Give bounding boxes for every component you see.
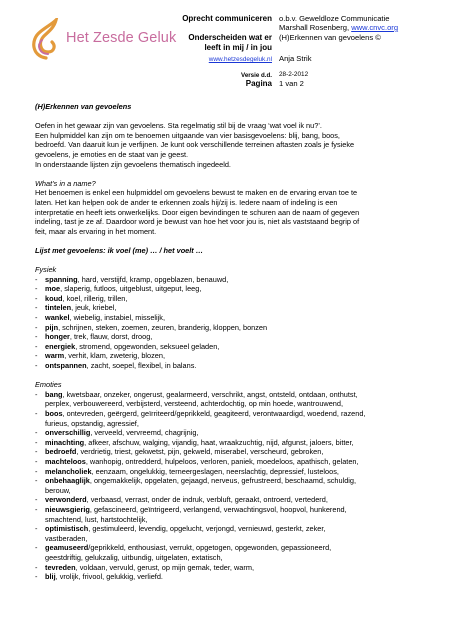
list-item: [35, 361, 447, 371]
name-paragraph-line: laten. Het kan helpen ook de ander te erkennen zoals hij/zij is. Iedere naam of indeling is een: [35, 197, 338, 207]
bullet-dash: -: [35, 341, 38, 351]
pagina-value: 1 van 2: [279, 79, 304, 88]
list-item: [35, 476, 447, 495]
list-item: [35, 332, 447, 342]
feeling-keyword: honger: [45, 332, 70, 342]
feeling-keyword: energiek: [45, 341, 76, 351]
list-item-text: honger, trek, flauw, dorst, droog,: [45, 332, 153, 342]
doc-title: (H)Erkennen van gevoelens: [35, 102, 132, 111]
bullet-dash: -: [35, 504, 38, 514]
pagina-label: Pagina: [245, 79, 272, 88]
list-item-text: nieuwsgierig, gefascineerd, geïntrigeerd, verlangend, verwachtingsvol, hoopvol, hunkerend, smachtend, lust, hartstochtelijk,: [45, 504, 347, 524]
bullet-dash: -: [35, 456, 38, 466]
bullet-dash: -: [35, 284, 38, 294]
bullet-dash: -: [35, 332, 38, 342]
name-paragraph-line: Het benoemen is enkel een hulpmiddel om gevoelens bewust te maken en de ervaring ervan toe te: [35, 188, 358, 198]
list-item: [35, 457, 447, 467]
bullet-dash: -: [35, 361, 38, 371]
list-item-text: blij, vrolijk, frivool, gelukkig, verliefd.: [45, 572, 163, 582]
header-writer: Anja Strik: [279, 54, 312, 63]
list-item-text: onverschillig, verveeld, vervreemd, chagrijnig,: [45, 428, 199, 438]
feeling-keyword: wankel: [45, 313, 70, 323]
bullet-dash: -: [35, 466, 38, 476]
bullet-dash: -: [35, 437, 38, 447]
list-item-text: tevreden, voldaan, vervuld, gerust, op mijn gemak, teder, warm,: [45, 562, 254, 572]
feeling-keyword: geamuseerd: [45, 543, 89, 553]
feeling-keyword: onverschillig: [45, 428, 91, 438]
list-item: [35, 303, 447, 313]
feeling-keyword: pijn: [45, 322, 59, 332]
feeling-keyword: ontspannen: [45, 361, 87, 371]
bullet-dash: -: [35, 495, 38, 505]
header-title: Oprecht communiceren: [182, 14, 272, 23]
bullet-dash: -: [35, 313, 38, 323]
list-item: [35, 572, 447, 582]
bullet-dash: -: [35, 322, 38, 332]
section-title-name: What’s in a name?: [35, 178, 96, 188]
list-item: [35, 390, 447, 409]
list-item-text: geamuseerd/geprikkeld, enthousiast, verrukt, opgetogen, opgewonden, gepassioneerd, geestdriftig, gelukzalig, uitbundig, uitgelaten, extatisch,: [45, 543, 332, 562]
emoties-title: Emoties: [35, 380, 62, 390]
intro-line: bedroefd. Van daaruit kun je verfijnen. Je kunt ook verschillende terreinen aftasten zoals je fysieke: [35, 140, 355, 150]
name-paragraph: [35, 188, 447, 236]
versie-label: Versie d.d.: [241, 72, 272, 79]
name-paragraph-line: feit, maar als ervaring in het moment.: [35, 226, 157, 236]
feeling-keyword: spanning: [45, 274, 78, 284]
bullet-dash: -: [35, 409, 38, 418]
list-item: [35, 351, 447, 361]
intro-line: Oefen in het gewaar zijn van gevoelens. Sta regelmatig stil bij de vraag ‘wat voel ik nu?’.: [35, 121, 322, 131]
list-item-text: boos, ontevreden, geërgerd, geïrriteerd/geprikkeld, geagiteerd, verontwaardigd, woedend, razend, furieus, opstandig, agressief,: [45, 409, 366, 428]
feeling-keyword: bedroefd: [45, 447, 77, 457]
feeling-keyword: warm: [45, 351, 65, 361]
feeling-keyword: blij: [45, 572, 56, 582]
header-subtitle-1: Onderscheiden wat er: [188, 33, 272, 42]
document-body: [35, 102, 447, 582]
list-item: [35, 563, 447, 573]
intro-line: Een hulpmiddel kan zijn om te benoemen uitgaande van vier basisgevoelens: blij, bang, boos,: [35, 130, 340, 140]
bullet-dash: -: [35, 274, 38, 284]
intro-line: gevoelens, je emoties en de staat van je geest.: [35, 149, 189, 159]
bullet-dash: -: [35, 562, 38, 572]
emoties-list: [35, 390, 447, 582]
intro-paragraph: [35, 121, 447, 169]
list-item: [35, 275, 447, 285]
feeling-keyword: melancholiek: [45, 466, 92, 476]
name-paragraph-line: interpretatie en heeft iets onwerkelijks. Door eigen bevindingen te schuren aan de naam of gegeven: [35, 207, 360, 217]
cnvc-link[interactable]: www.cnvc.org: [351, 23, 399, 32]
list-item: [35, 543, 447, 562]
fysiek-title: Fysiek: [35, 265, 57, 275]
feeling-keyword: tintelen: [45, 303, 72, 313]
bullet-dash: -: [35, 524, 38, 534]
list-item-text: energiek, stromend, opgewonden, seksueel geladen,: [45, 341, 220, 351]
list-item-text: onbehaaglijk, ongemakkelijk, opgelaten, gejaagd, nerveus, gefrustreerd, beschaamd, schuldig, berouw,: [45, 476, 357, 495]
bullet-dash: -: [35, 351, 38, 361]
bullet-dash: -: [35, 476, 38, 486]
feeling-keyword: minachting: [45, 437, 85, 447]
feeling-keyword: bang: [45, 389, 63, 399]
list-item-text: bang, kwetsbaar, onzeker, ongerust, gealarmeerd, verschrikt, angst, ontsteld, ontdaan, onthutst, perplex, verbouwereerd, verbijsterd, versteend, achterdochtig, op min hoede, wantrouwend,: [45, 389, 358, 409]
list-item: [35, 438, 447, 448]
bullet-dash: -: [35, 543, 38, 553]
list-item-text: minachting, afkeer, afschuw, walging, vijandig, haat, wraakzuchtig, nijd, afgunst, jaloers, bitter,: [45, 437, 354, 447]
bullet-dash: -: [35, 303, 38, 313]
list-item-text: bedroefd, verdrietig, triest, gekwetst, pijn, gekweld, miserabel, verscheurd, gebroken,: [45, 447, 324, 457]
list-item-text: pijn, schrijnen, steken, zoemen, zeuren, branderig, kloppen, bonzen: [45, 322, 268, 332]
header-basis: o.b.v. Geweldloze Communicatie: [279, 14, 390, 23]
list-item-text: tintelen, jeuk, kriebel,: [45, 303, 117, 313]
brand-logo: [26, 18, 176, 62]
header-subtitle-2: leeft in mij / in jou: [204, 43, 272, 52]
feeling-keyword: verwonderd: [45, 495, 87, 505]
list-item: [35, 505, 447, 524]
bullet-dash: -: [35, 389, 38, 399]
bullet-dash: -: [35, 447, 38, 457]
list-item: [35, 284, 447, 294]
bullet-dash: -: [35, 428, 38, 438]
versie-value: 28-2-2012: [279, 71, 309, 78]
feeling-keyword: moe: [45, 284, 61, 294]
bullet-dash: -: [35, 293, 38, 303]
brand-name: Het Zesde Geluk: [66, 30, 177, 46]
header-author: Marshall Rosenberg,: [279, 23, 350, 32]
bullet-dash: -: [35, 572, 38, 582]
swirl-logo-icon: [26, 18, 66, 62]
fysiek-list: [35, 275, 447, 371]
feeling-keyword: nieuwsgierig: [45, 504, 90, 514]
list-item: [35, 467, 447, 477]
list-item-text: spanning, hard, verstijfd, kramp, opgeblazen, benauwd,: [45, 274, 229, 284]
list-item-text: moe, slaperig, futloos, uitgeblust, uitgeput, leeg,: [45, 284, 202, 294]
list-item: [35, 313, 447, 323]
list-item-text: warm, verhit, klam, zweterig, blozen,: [45, 351, 165, 361]
list-item: [35, 323, 447, 333]
list-item: [35, 495, 447, 505]
list-item-text: optimistisch, gestimuleerd, levendig, opgelucht, verjongd, vernieuwd, gesterkt, zeker, vastberaden,: [45, 524, 326, 543]
list-title: Lijst met gevoelens: ik voel (me) … / het voelt …: [35, 245, 204, 255]
list-item-text: machteloos, wanhopig, ontredderd, hulpeloos, verloren, paniek, moedeloos, apathisch, gelaten,: [45, 456, 359, 466]
list-item-text: wankel, wiebelig, instabiel, misselijk,: [45, 313, 166, 323]
list-item: [35, 524, 447, 543]
list-item: [35, 409, 447, 428]
list-item: [35, 294, 447, 304]
feeling-keyword: onbehaaglijk: [45, 476, 90, 486]
website-link[interactable]: www.hetzesdegeluk.nl: [208, 56, 272, 63]
list-item-text: ontspannen, zacht, soepel, flexibel, in balans.: [45, 361, 197, 371]
feeling-keyword: optimistisch: [45, 524, 89, 534]
list-item: [35, 428, 447, 438]
list-item: [35, 342, 447, 352]
feeling-keyword: koud: [45, 293, 63, 303]
list-item-text: melancholiek, eenzaam, ongelukkig, terneergeslagen, neerslachtig, depressief, lusteloos,: [45, 466, 339, 476]
list-item-text: verwonderd, verbaasd, verrast, onder de indruk, verbluft, geraakt, ontroerd, vertederd,: [45, 495, 328, 505]
feeling-keyword: machteloos: [45, 456, 86, 466]
intro-line: In onderstaande lijsten zijn gevoelens thematisch ingedeeld.: [35, 159, 231, 169]
header-doc-title: (H)Erkennen van gevoelens ©: [279, 33, 381, 42]
list-item-text: koud, koel, rillerig, trillen,: [45, 293, 128, 303]
feeling-keyword: boos: [45, 409, 63, 418]
list-item: [35, 447, 447, 457]
feeling-keyword: tevreden: [45, 562, 76, 572]
name-paragraph-line: indeling, tast je ze af. Daardoor word je bewust van hoe het voor jou is, niet als vaststaand begrip of: [35, 217, 360, 227]
header-author-line: [279, 23, 449, 33]
